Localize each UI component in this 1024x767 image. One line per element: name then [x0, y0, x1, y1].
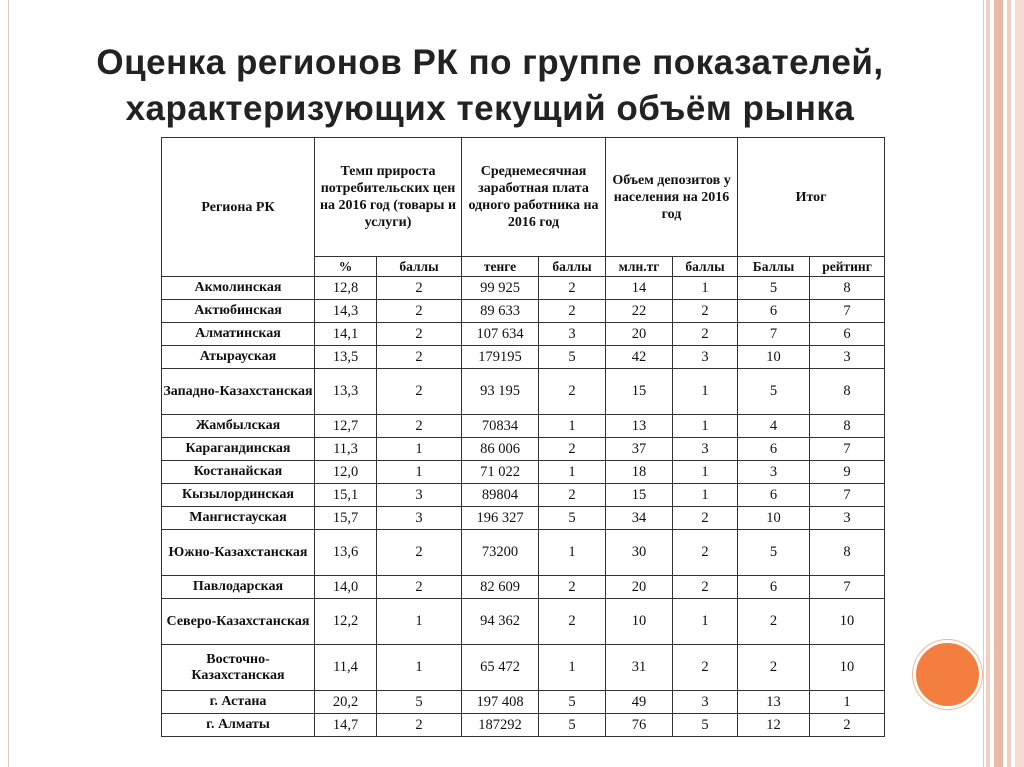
total-cell: 6: [738, 576, 810, 599]
table-row: [162, 277, 885, 300]
salary-score-cell: 1: [539, 461, 606, 484]
salary-score-cell: 1: [539, 645, 606, 691]
table-row: [162, 691, 885, 714]
salary-cell: 65 472: [462, 645, 539, 691]
deposits-cell: 10: [606, 599, 673, 645]
region-cell: Карагандинская: [162, 438, 315, 461]
region-cell: Атырауская: [162, 346, 315, 369]
cpi-score-cell: 2: [377, 415, 462, 438]
cpi-score-cell: 2: [377, 277, 462, 300]
table-row: [162, 369, 885, 415]
deposits-score-cell: 2: [673, 645, 738, 691]
region-cell: Северо-Казахстанская: [162, 599, 315, 645]
cpi-cell: 14,0: [315, 576, 377, 599]
rank-cell: 8: [810, 277, 885, 300]
table-row: [162, 323, 885, 346]
deposits-cell: 34: [606, 507, 673, 530]
deposits-score-cell: 2: [673, 530, 738, 576]
decorative-stripe: [1015, 0, 1024, 767]
cpi-cell: 11,4: [315, 645, 377, 691]
region-cell: Алматинская: [162, 323, 315, 346]
cpi-score-cell: 1: [377, 438, 462, 461]
subheader-cell: рейтинг: [810, 257, 885, 277]
deposits-cell: 49: [606, 691, 673, 714]
table-row: [162, 507, 885, 530]
deposits-score-cell: 2: [673, 323, 738, 346]
salary-score-cell: 2: [539, 369, 606, 415]
total-cell: 4: [738, 415, 810, 438]
header-total: Итог: [738, 138, 885, 257]
table-row: [162, 346, 885, 369]
cpi-cell: 12,7: [315, 415, 377, 438]
rank-cell: 7: [810, 300, 885, 323]
salary-cell: 196 327: [462, 507, 539, 530]
rank-cell: 8: [810, 415, 885, 438]
table-row: [162, 576, 885, 599]
cpi-cell: 20,2: [315, 691, 377, 714]
cpi-cell: 13,6: [315, 530, 377, 576]
total-cell: 2: [738, 599, 810, 645]
deposits-cell: 30: [606, 530, 673, 576]
region-cell: г. Алматы: [162, 714, 315, 737]
salary-score-cell: 1: [539, 415, 606, 438]
deposits-cell: 37: [606, 438, 673, 461]
salary-cell: 93 195: [462, 369, 539, 415]
deposits-score-cell: 2: [673, 300, 738, 323]
salary-score-cell: 5: [539, 691, 606, 714]
table-row: [162, 530, 885, 576]
region-cell: г. Астана: [162, 691, 315, 714]
deposits-cell: 20: [606, 576, 673, 599]
subheader-cell: %: [315, 257, 377, 277]
deposits-cell: 18: [606, 461, 673, 484]
region-cell: Костанайская: [162, 461, 315, 484]
table-row: [162, 484, 885, 507]
subheader-cell: млн.тг: [606, 257, 673, 277]
cpi-cell: 11,3: [315, 438, 377, 461]
decorative-stripe: [986, 0, 990, 767]
cpi-cell: 13,3: [315, 369, 377, 415]
cpi-score-cell: 3: [377, 484, 462, 507]
region-cell: Жамбылская: [162, 415, 315, 438]
cpi-score-cell: 2: [377, 323, 462, 346]
region-cell: Восточно-Казахстанская: [162, 645, 315, 691]
cpi-score-cell: 2: [377, 300, 462, 323]
rank-cell: 1: [810, 691, 885, 714]
region-cell: Южно-Казахстанская: [162, 530, 315, 576]
deposits-cell: 15: [606, 484, 673, 507]
table-row: [162, 415, 885, 438]
salary-score-cell: 2: [539, 300, 606, 323]
total-cell: 5: [738, 277, 810, 300]
deposits-cell: 13: [606, 415, 673, 438]
salary-cell: 70834: [462, 415, 539, 438]
total-cell: 10: [738, 346, 810, 369]
deposits-cell: 31: [606, 645, 673, 691]
salary-score-cell: 2: [539, 484, 606, 507]
table-row: [162, 645, 885, 691]
deposits-score-cell: 3: [673, 438, 738, 461]
deposits-score-cell: 3: [673, 691, 738, 714]
cpi-score-cell: 3: [377, 507, 462, 530]
cpi-cell: 12,2: [315, 599, 377, 645]
total-cell: 3: [738, 461, 810, 484]
table-row: [162, 300, 885, 323]
salary-score-cell: 5: [539, 714, 606, 737]
salary-cell: 82 609: [462, 576, 539, 599]
salary-score-cell: 2: [539, 576, 606, 599]
table-row: [162, 714, 885, 737]
rank-cell: 10: [810, 599, 885, 645]
salary-score-cell: 1: [539, 530, 606, 576]
salary-cell: 107 634: [462, 323, 539, 346]
total-cell: 5: [738, 369, 810, 415]
deposits-cell: 15: [606, 369, 673, 415]
decorative-stripe: [1007, 0, 1011, 767]
region-cell: Акмолинская: [162, 277, 315, 300]
cpi-score-cell: 2: [377, 530, 462, 576]
salary-cell: 197 408: [462, 691, 539, 714]
subheader-cell: тенге: [462, 257, 539, 277]
deposits-score-cell: 2: [673, 507, 738, 530]
salary-cell: 179195: [462, 346, 539, 369]
region-cell: Павлодарская: [162, 576, 315, 599]
rank-cell: 7: [810, 484, 885, 507]
salary-score-cell: 5: [539, 346, 606, 369]
header-salary: Среднемесячная заработная плата одного работника на 2016 год: [462, 138, 606, 257]
salary-cell: 187292: [462, 714, 539, 737]
salary-cell: 86 006: [462, 438, 539, 461]
salary-cell: 99 925: [462, 277, 539, 300]
deposits-score-cell: 1: [673, 484, 738, 507]
region-cell: Актюбинская: [162, 300, 315, 323]
cpi-score-cell: 1: [377, 461, 462, 484]
cpi-score-cell: 5: [377, 691, 462, 714]
salary-score-cell: 5: [539, 507, 606, 530]
slide-title-line-1: Оценка регионов РК по группе показателей,: [96, 43, 884, 82]
cpi-cell: 14,7: [315, 714, 377, 737]
header-region: Регионa РК: [162, 138, 315, 277]
total-cell: 5: [738, 530, 810, 576]
deposits-cell: 20: [606, 323, 673, 346]
deposits-cell: 14: [606, 277, 673, 300]
deposits-score-cell: 1: [673, 277, 738, 300]
subheader-cell: баллы: [673, 257, 738, 277]
total-cell: 7: [738, 323, 810, 346]
header-deposits: Объем депозитов у населения на 2016 год: [606, 138, 738, 257]
total-cell: 2: [738, 645, 810, 691]
rank-cell: 2: [810, 714, 885, 737]
salary-score-cell: 3: [539, 323, 606, 346]
salary-cell: 94 362: [462, 599, 539, 645]
rank-cell: 3: [810, 507, 885, 530]
cpi-cell: 13,5: [315, 346, 377, 369]
table-row: [162, 599, 885, 645]
regions-table: [161, 137, 885, 737]
table-row: [162, 438, 885, 461]
cpi-score-cell: 2: [377, 576, 462, 599]
rank-cell: 7: [810, 438, 885, 461]
total-cell: 6: [738, 484, 810, 507]
salary-cell: 71 022: [462, 461, 539, 484]
table-row: [162, 461, 885, 484]
total-cell: 13: [738, 691, 810, 714]
total-cell: 6: [738, 300, 810, 323]
region-cell: Мангистауская: [162, 507, 315, 530]
salary-cell: 89 633: [462, 300, 539, 323]
cpi-cell: 12,0: [315, 461, 377, 484]
slide-title: [20, 40, 960, 132]
subheader-cell: баллы: [377, 257, 462, 277]
cpi-score-cell: 2: [377, 714, 462, 737]
salary-score-cell: 2: [539, 277, 606, 300]
deposits-cell: 76: [606, 714, 673, 737]
rank-cell: 10: [810, 645, 885, 691]
cpi-cell: 15,7: [315, 507, 377, 530]
orange-circle-decoration: [913, 640, 982, 709]
cpi-cell: 14,3: [315, 300, 377, 323]
total-cell: 6: [738, 438, 810, 461]
rank-cell: 6: [810, 323, 885, 346]
deposits-score-cell: 1: [673, 369, 738, 415]
region-cell: Западно-Казахстанская: [162, 369, 315, 415]
salary-cell: 89804: [462, 484, 539, 507]
deposits-cell: 42: [606, 346, 673, 369]
deposits-score-cell: 1: [673, 599, 738, 645]
header-cpi: Темп прироста потребительских цен на 2016 год (товары и услуги): [315, 138, 462, 257]
rank-cell: 3: [810, 346, 885, 369]
rank-cell: 8: [810, 369, 885, 415]
deposits-cell: 22: [606, 300, 673, 323]
deposits-score-cell: 2: [673, 576, 738, 599]
cpi-cell: 15,1: [315, 484, 377, 507]
cpi-cell: 12,8: [315, 277, 377, 300]
decorative-stripe: [994, 0, 1003, 767]
header-row: [162, 138, 885, 257]
rank-cell: 8: [810, 530, 885, 576]
deposits-score-cell: 1: [673, 461, 738, 484]
total-cell: 12: [738, 714, 810, 737]
subheader-cell: Баллы: [738, 257, 810, 277]
deposits-score-cell: 1: [673, 415, 738, 438]
salary-cell: 73200: [462, 530, 539, 576]
salary-score-cell: 2: [539, 438, 606, 461]
cpi-score-cell: 1: [377, 645, 462, 691]
cpi-score-cell: 2: [377, 346, 462, 369]
deposits-score-cell: 5: [673, 714, 738, 737]
subheader-cell: баллы: [539, 257, 606, 277]
slide-title-line-2: характеризующих текущий объём рынка: [125, 89, 855, 128]
deposits-score-cell: 3: [673, 346, 738, 369]
cpi-score-cell: 1: [377, 599, 462, 645]
total-cell: 10: [738, 507, 810, 530]
salary-score-cell: 2: [539, 599, 606, 645]
rank-cell: 9: [810, 461, 885, 484]
cpi-cell: 14,1: [315, 323, 377, 346]
region-cell: Кызылординская: [162, 484, 315, 507]
rank-cell: 7: [810, 576, 885, 599]
cpi-score-cell: 2: [377, 369, 462, 415]
